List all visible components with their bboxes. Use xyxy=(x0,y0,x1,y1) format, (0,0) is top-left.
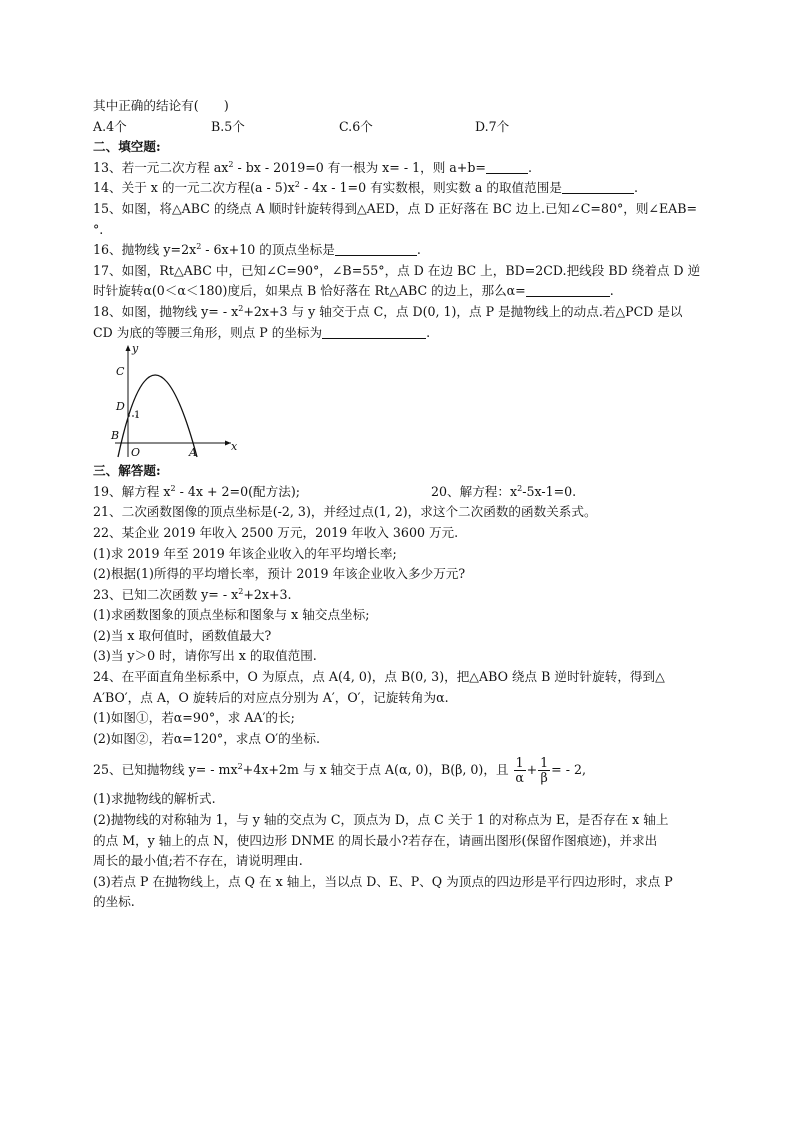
question-16: 16、抛物线 $y=2x^2 - 6x+10$ 的顶点坐标是 . xyxy=(93,242,421,258)
question-23-part-1: (1)求函数图象的顶点坐标和图象与 x 轴交点坐标; xyxy=(93,607,370,623)
question-23-part-3: (3)当 y＞0 时，请你写出 x 的取值范围. xyxy=(93,648,317,664)
label-y: y xyxy=(132,342,139,356)
parabola-graph xyxy=(113,343,243,461)
question-24-part-1: (1)如图①，若α=90°，求 AA′的长; xyxy=(93,710,295,726)
questions-19-20 xyxy=(93,482,713,503)
question-24-cont: A′BO′，点 A，O 旋转后的对应点分别为 A′，O′，记旋转角为α. xyxy=(93,689,449,705)
label-d: D xyxy=(116,400,125,414)
section-2-title: 二、填空题: xyxy=(93,139,161,155)
label-o: O xyxy=(131,446,141,460)
question-24: 24、在平面直角坐标系中，O 为原点，点 A(4, 0)，点 B(0, 3)，把△ABO 绕点 B 逆时针旋转，得到△ xyxy=(93,669,665,685)
question-22: 22、某企业 2019 年收入 2500 万元，2019 年收入 3600 万元. xyxy=(93,524,459,540)
answer-choices xyxy=(93,117,713,138)
answer-blank[interactable] xyxy=(322,324,426,339)
question-23-part-2: (2)当 x 取何值时，函数值最大? xyxy=(93,627,272,643)
choice-d: D.7个 xyxy=(475,118,510,134)
question-25: 25、已知抛物线 $y= - mx^2+4x+2m$ 与 x 轴交于点 A(α, 0)，B(β, 0)，且 $\frac{1}{\alpha}$ + $\frac{1}{\beta}$ = - 2, xyxy=(93,755,586,786)
choice-a: A.4个 xyxy=(93,118,127,134)
question-14: 14、关于 x 的一元二次方程$(a - 5)x^2 - 4x - 1=0$ 有实数根，则实数 a 的取值范围是 . xyxy=(93,180,638,196)
question-25-part-3-cont: 的坐标. xyxy=(93,894,135,910)
label-b: B xyxy=(111,429,120,443)
answer-blank[interactable] xyxy=(486,159,528,174)
question-25-part-1: (1)求抛物线的解析式. xyxy=(93,791,216,807)
question-15-cont: °. xyxy=(93,221,104,237)
label-a: A xyxy=(189,446,197,460)
question-22-part-2: (2)根据(1)所得的平均增长率，预计 2019 年该企业收入多少万元? xyxy=(93,566,466,582)
choice-b: B.5个 xyxy=(211,118,245,134)
parabola-figure xyxy=(113,343,243,461)
question-25-part-2: (2)抛物线的对称轴为 1，与 y 轴的交点为 C，顶点为 D，点 C 关于 1 的对称点为 E，是否存在 x 轴上 xyxy=(93,812,669,828)
question-23: 23、已知二次函数 $y= - x^2+2x+3$. xyxy=(93,586,292,602)
question-20: 20、解方程：$x^2-5x-1=0$. xyxy=(431,483,577,499)
question-21: 21、二次函数图像的顶点坐标是(-2, 3)，并经过点(1, 2)，求这个二次函数的函数关系式。 xyxy=(93,504,597,520)
question-25-part-2-cont: 的点 M，y 轴上的点 N，使四边形 DNME 的周长最小?若存在，请画出图形(保留作图痕迹)，并求出 xyxy=(93,832,658,848)
question-25-part-3: (3)若点 P 在抛物线上，点 Q 在 x 轴上，当以点 D、E、P、Q 为顶点的四边形是平行四边形时，求点 P xyxy=(93,873,673,889)
fraction-one-over-alpha: $\frac{1}{\alpha}$ xyxy=(515,755,524,786)
label-c: C xyxy=(116,365,125,379)
question-25-part-2-cont2: 周长的最小值;若不存在，请说明理由. xyxy=(93,853,303,869)
question-22-part-1: (1)求 2019 年至 2019 年该企业收入的年平均增长率; xyxy=(93,545,397,561)
question-15: 15、如图，将△ABC 的绕点 A 顺时针旋转得到△AED，点 D 正好落在 BC 边上.已知∠C=80°，则∠EAB= xyxy=(93,200,698,216)
answer-blank[interactable] xyxy=(335,241,417,256)
section-3-title: 三、解答题: xyxy=(93,463,161,479)
label-one: 1 xyxy=(134,410,141,422)
question-19: 19、解方程 $x^2 - 4x + 2=0$(配方法); xyxy=(93,483,300,499)
y-axis-arrow xyxy=(126,345,131,351)
label-x: x xyxy=(231,440,238,454)
intro-question: 其中正确的结论有( ) xyxy=(93,98,229,113)
question-17: 17、如图，Rt△ABC 中，已知∠C=90°，∠B=55°，点 D 在边 BC 上，BD=2CD.把线段 BD 绕着点 D 逆 xyxy=(93,262,701,278)
choice-c: C.6个 xyxy=(339,118,373,134)
question-18: 18、如图，抛物线 $y= - x^2+2x+3$ 与 y 轴交于点 C，点 D(0, 1)，点 P 是抛物线上的动点.若△PCD 是以 xyxy=(93,303,683,319)
answer-blank[interactable] xyxy=(562,179,634,194)
question-18-cont: CD 为底的等腰三角形，则点 P 的坐标为 . xyxy=(93,324,431,340)
question-13: 13、若一元二次方程 $ax^2$ - bx - 2019=0 有一根为 x= - 1，则 a+b= . xyxy=(93,159,532,175)
question-24-part-2: (2)如图②，若α=120°，求点 O′的坐标. xyxy=(93,730,320,746)
document-page xyxy=(93,96,713,913)
fraction-one-over-beta: $\frac{1}{\beta}$ xyxy=(540,755,549,786)
answer-blank[interactable] xyxy=(526,282,610,297)
question-17-cont: 时针旋转α(0＜α＜180)度后，如果点 B 恰好落在 Rt△ABC 的边上，那么α= . xyxy=(93,283,614,299)
